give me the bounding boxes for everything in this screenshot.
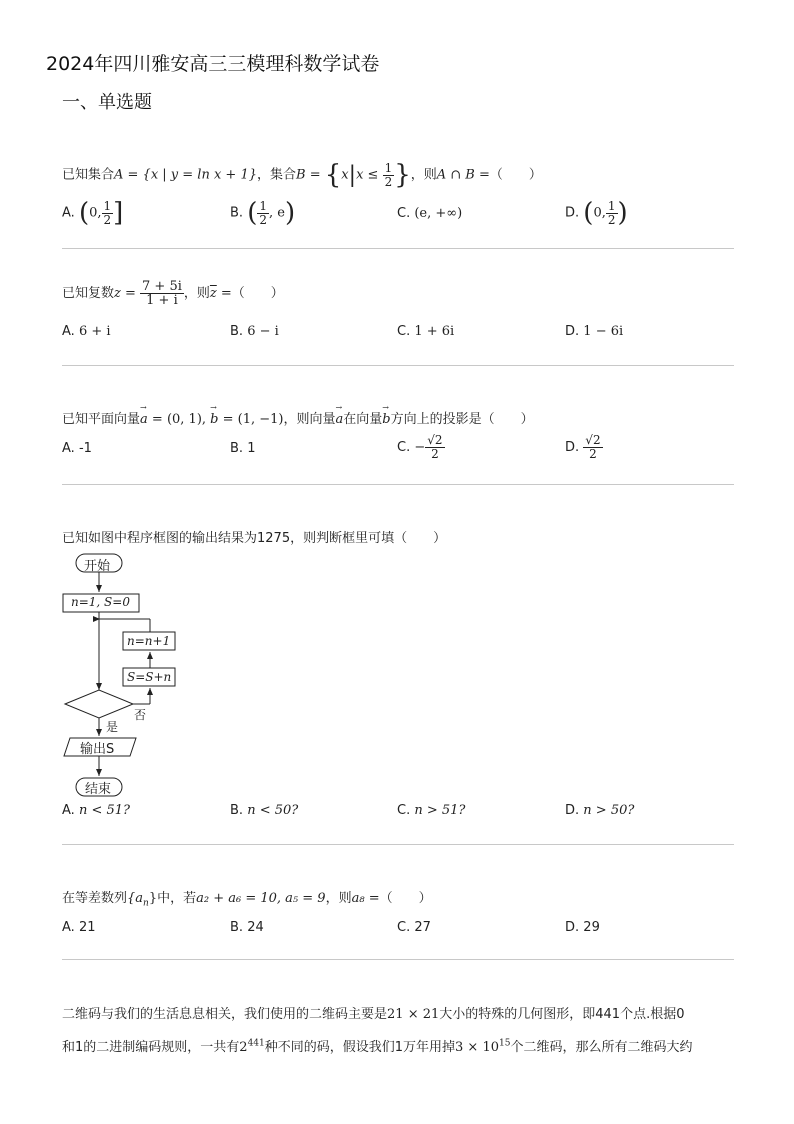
divider bbox=[62, 365, 734, 366]
question-3-stem: 已知平面向量→ a = (0, 1), → b = (1, −1)，则向量→ a在向量→ b方向上的投影是（ ） bbox=[62, 408, 534, 427]
question-5-stem: 在等差数列$\{a_n\}$中，若a₂ + a₆ = 10, a₅ = 9，则a₈ =（ ） bbox=[62, 891, 432, 909]
divider bbox=[62, 248, 734, 249]
decision-node bbox=[65, 690, 133, 718]
flow-inc-label: n=n+1 bbox=[127, 634, 171, 648]
option-d[interactable]: D. (0, $\frac{1}{2}$ ) bbox=[565, 198, 628, 228]
page-title: 2024年四川雅安高三三模理科数学试卷 bbox=[46, 53, 380, 75]
question-1-stem: 已知集合A = {x | y = ln x + 1}，集合B = {x|x ≤ $\frac{1}{2}$ }，则A ∩ B =（ ） bbox=[62, 160, 542, 190]
divider bbox=[62, 844, 734, 845]
question-6-line-1: 二维码与我们的生活息息相关，我们使用的二维码主要是21 × 21大小的特殊的几何图形，即441个点.根据0 bbox=[62, 1007, 685, 1022]
option-d[interactable]: D. 1 − 6i bbox=[565, 324, 624, 339]
flow-yes-label: 是 bbox=[106, 720, 119, 734]
option-c[interactable]: C. 27 bbox=[397, 920, 431, 935]
question-6-line-2: 和1的二进制编码规则，一共有$2^{441}$种不同的码，假设我们1万年用掉$3 \times 10^{15}$个二维码，那么所有二维码大约 bbox=[62, 1038, 693, 1055]
option-c[interactable]: C. 1 + 6i bbox=[397, 324, 455, 339]
option-b[interactable]: B. 1 bbox=[230, 441, 256, 456]
fraction: $\frac{1}{2}$ bbox=[384, 160, 393, 189]
option-b[interactable]: B. 6 − i bbox=[230, 324, 279, 339]
flow-sum-label: S=S+n bbox=[127, 670, 172, 684]
option-a[interactable]: A. 21 bbox=[62, 920, 96, 935]
question-2-stem: 已知复数z = $\frac{7 + 5i}{1 + i}$ ，则$\overline{z}$ =（ ） bbox=[62, 279, 284, 308]
section-heading: 一、单选题 bbox=[62, 92, 152, 113]
option-b[interactable]: B. 24 bbox=[230, 920, 264, 935]
option-c[interactable]: C. (e, +∞) bbox=[397, 206, 463, 221]
option-b[interactable]: B. n < 50? bbox=[230, 803, 299, 818]
divider bbox=[62, 484, 734, 485]
option-a[interactable]: A. (0, $\frac{1}{2}$ ] bbox=[62, 198, 124, 228]
flow-init-label: n=1, S=0 bbox=[71, 595, 130, 609]
option-d[interactable]: D. 29 bbox=[565, 920, 600, 935]
flow-no-label: 否 bbox=[134, 708, 147, 722]
flow-start-label: 开始 bbox=[84, 559, 111, 574]
divider bbox=[62, 959, 734, 960]
flow-output-label: 输出S bbox=[80, 742, 115, 757]
option-a[interactable]: A. -1 bbox=[62, 441, 92, 456]
option-b[interactable]: B. ( $\frac{1}{2}$ , e) bbox=[230, 198, 296, 228]
question-4-stem: 已知如图中程序框图的输出结果为1275，则判断框里可填（ ） bbox=[62, 531, 447, 546]
option-d[interactable]: D. n > 50? bbox=[565, 803, 635, 818]
option-a[interactable]: A. 6 + i bbox=[62, 324, 111, 339]
option-a[interactable]: A. n < 51? bbox=[62, 803, 130, 818]
option-d[interactable]: D. $\frac{√2}{2}$ bbox=[565, 433, 601, 461]
flow-end-label: 结束 bbox=[85, 782, 112, 797]
option-c[interactable]: C. n > 51? bbox=[397, 803, 466, 818]
option-c[interactable]: C. − $\frac{√2}{2}$ bbox=[397, 433, 443, 461]
